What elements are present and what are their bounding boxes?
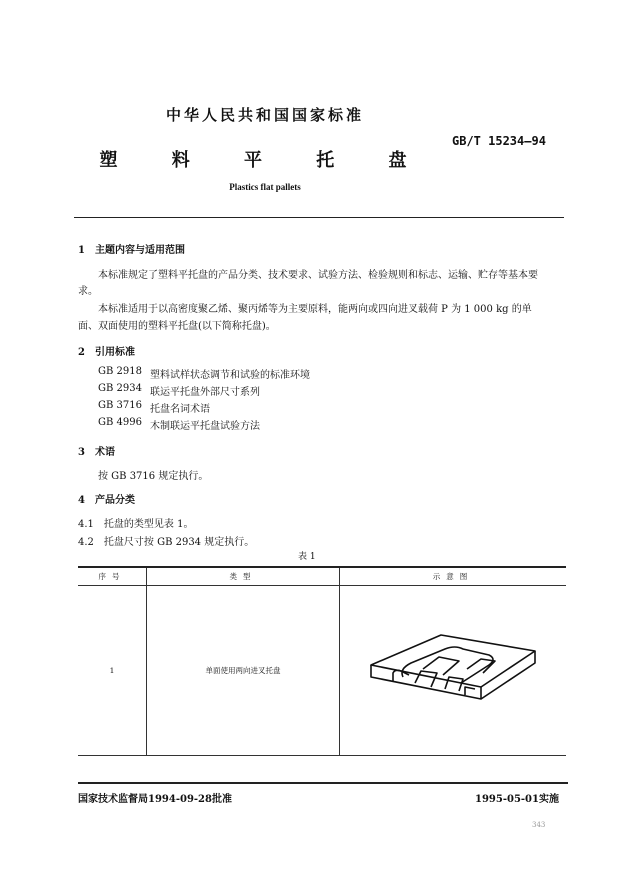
table-1 bbox=[78, 566, 566, 756]
col-header-type: 类型 bbox=[147, 567, 340, 586]
section-1-heading: 1 主题内容与适用范围 bbox=[78, 245, 185, 256]
col-header-no: 序号 bbox=[78, 567, 147, 586]
cell-diagram bbox=[340, 586, 567, 756]
table-row bbox=[78, 586, 566, 756]
clause-4-1: 4.1 托盘的类型见表 1。 bbox=[78, 519, 194, 530]
section-1-para1-line1: 本标准规定了塑料平托盘的产品分类、技术要求、试验方法、检验规则和标志、运输、贮存等基本要 bbox=[98, 270, 538, 281]
table-header-row bbox=[78, 567, 566, 586]
reference-title: 托盘名词术语 bbox=[150, 404, 210, 415]
reference-code: GB 2934 bbox=[98, 383, 142, 394]
section-2-heading: 2 引用标准 bbox=[78, 347, 135, 358]
header-rule bbox=[74, 217, 564, 218]
section-3-heading: 3 术语 bbox=[78, 447, 115, 458]
implementation-date: 1995-05-01实施 bbox=[475, 794, 559, 805]
section-1-para1-line2: 求。 bbox=[78, 286, 98, 297]
reference-title: 塑料试样状态调节和试验的标准环境 bbox=[150, 370, 310, 381]
reference-title: 木制联运平托盘试验方法 bbox=[150, 421, 260, 432]
reference-code: GB 4996 bbox=[98, 417, 142, 428]
section-3-para: 按 GB 3716 规定执行。 bbox=[98, 471, 209, 482]
page-number: 343 bbox=[532, 821, 546, 829]
clause-4-2: 4.2 托盘尺寸按 GB 2934 规定执行。 bbox=[78, 537, 255, 548]
section-1-para2-line2: 面、双面使用的塑料平托盘(以下简称托盘)。 bbox=[78, 321, 276, 332]
footer-rule bbox=[78, 782, 568, 784]
standard-code: GB/T 15234—94 bbox=[452, 134, 546, 148]
english-title: Plastics flat pallets bbox=[229, 182, 301, 192]
reference-code: GB 3716 bbox=[98, 400, 142, 411]
table-caption: 表 1 bbox=[298, 552, 316, 562]
section-1-para2-line1: 本标准适用于以高密度聚乙烯、聚丙烯等为主要原料，能两向或四向进叉载荷 P 为 1 000 kg 的单 bbox=[98, 304, 532, 315]
pallet-sketch-icon bbox=[363, 625, 543, 725]
approval-note: 国家技术监督局1994-09-28批准 bbox=[78, 794, 232, 805]
col-header-diagram: 示意图 bbox=[340, 567, 567, 586]
document-title: 塑 料 平 托 盘 bbox=[99, 150, 431, 171]
section-4-heading: 4 产品分类 bbox=[78, 495, 135, 506]
national-standard-heading: 中华人民共和国国家标准 bbox=[165, 106, 364, 124]
reference-code: GB 2918 bbox=[98, 366, 142, 377]
cell-type: 单面使用两向进叉托盘 bbox=[147, 586, 340, 756]
reference-title: 联运平托盘外部尺寸系列 bbox=[150, 387, 260, 398]
cell-no: 1 bbox=[78, 586, 147, 756]
